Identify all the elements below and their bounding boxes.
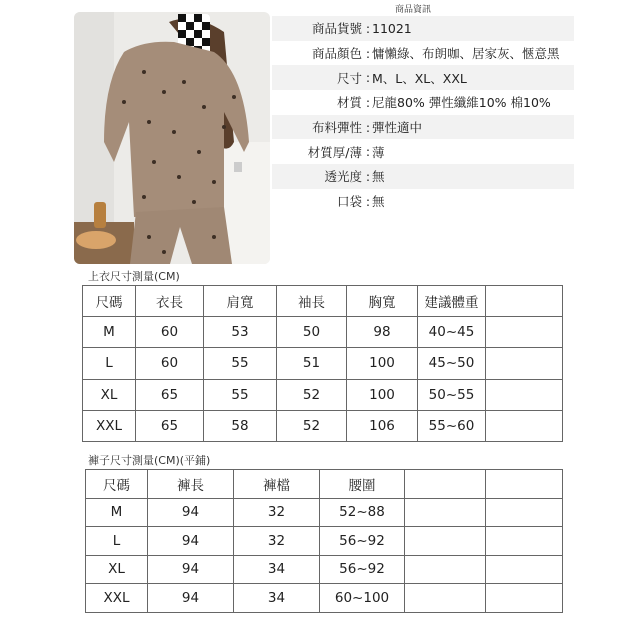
table-cell: XL (83, 379, 136, 410)
info-row-pockets: 口袋 : 無 (272, 189, 574, 214)
info-value: 11021 (372, 20, 412, 36)
table-cell: 56~92 (320, 555, 405, 584)
table-cell: 65 (136, 410, 204, 441)
table-cell: 40~45 (418, 317, 486, 348)
table-row (86, 527, 563, 556)
product-photo (74, 12, 270, 264)
info-label: 商品貨號 (311, 21, 362, 37)
table-header-row (83, 286, 563, 317)
table-cell: 45~50 (418, 348, 486, 379)
info-row-item-no: 商品貨號 : 11021 (272, 16, 574, 41)
info-row-transparency: 透光度 : 無 (272, 164, 574, 189)
info-row-sizes: 尺寸 : M、L、XL、XXL (272, 65, 574, 90)
table-cell (486, 348, 563, 379)
table-cell: L (86, 527, 148, 556)
table-row (83, 410, 563, 441)
table-row (83, 348, 563, 379)
pants-size-table (85, 469, 563, 613)
table-cell: 50 (277, 317, 347, 348)
header-cell: 腰圍 (320, 470, 405, 499)
info-value: 無 (372, 169, 385, 185)
info-label: 商品顏色 (311, 46, 362, 62)
header-cell (486, 286, 563, 317)
table-cell: 53 (204, 317, 277, 348)
table-cell: 34 (234, 555, 320, 584)
table-row (83, 317, 563, 348)
info-label: 尺寸 (336, 70, 362, 86)
table-row (86, 498, 563, 527)
table-cell: 50~55 (418, 379, 486, 410)
table-cell: 56~92 (320, 527, 405, 556)
header-cell: 肩寬 (204, 286, 277, 317)
info-title: 商品資訊 (395, 5, 432, 15)
table-cell: 52 (277, 410, 347, 441)
header-cell: 尺碼 (83, 286, 136, 317)
table-cell (486, 498, 563, 527)
info-row-material: 材質 : 尼龍80% 彈性纖維10% 棉10% (272, 90, 574, 115)
header-cell (486, 470, 563, 499)
table-cell (405, 584, 486, 613)
table-cell: 55 (204, 348, 277, 379)
info-label: 材質 (336, 95, 362, 111)
top-table-caption: 上衣尺寸測量(CM) (88, 270, 180, 283)
table-cell: 65 (136, 379, 204, 410)
table-cell (486, 410, 563, 441)
table-cell: 55 (204, 379, 277, 410)
table-cell: 60 (136, 348, 204, 379)
top-size-table (82, 285, 563, 442)
table-row (86, 555, 563, 584)
table-cell (486, 527, 563, 556)
info-label: 布料彈性 (311, 120, 362, 136)
table-cell (486, 317, 563, 348)
table-cell (486, 379, 563, 410)
table-cell: M (86, 498, 148, 527)
info-value: 彈性適中 (372, 120, 423, 136)
table-cell (486, 584, 563, 613)
header-cell (405, 470, 486, 499)
table-cell (405, 498, 486, 527)
table-cell: 100 (347, 379, 418, 410)
product-info-list (272, 16, 574, 214)
info-label: 口袋 (336, 194, 362, 210)
table-cell: M (83, 317, 136, 348)
info-label: 透光度 (324, 169, 362, 185)
info-value: 慵懶綠、布朗咖、居家灰、愜意黑 (372, 46, 560, 62)
table-cell: 34 (234, 584, 320, 613)
table-cell: XL (86, 555, 148, 584)
table-cell: 52~88 (320, 498, 405, 527)
table-cell: 58 (204, 410, 277, 441)
table-header-row (86, 470, 563, 499)
info-label: 材質厚/薄 (307, 144, 362, 160)
table-cell: 94 (148, 498, 234, 527)
table-cell: 32 (234, 498, 320, 527)
info-row-thickness: 材質厚/薄 : 薄 (272, 139, 574, 164)
header-cell: 衣長 (136, 286, 204, 317)
table-cell: 94 (148, 584, 234, 613)
table-cell: 94 (148, 555, 234, 584)
header-cell: 胸寬 (347, 286, 418, 317)
info-value: 尼龍80% 彈性纖維10% 棉10% (372, 95, 551, 111)
table-cell: 55~60 (418, 410, 486, 441)
header-cell: 褲檔 (234, 470, 320, 499)
table-cell: 98 (347, 317, 418, 348)
table-cell: 32 (234, 527, 320, 556)
pants-table-caption: 褲子尺寸測量(CM)(平鋪) (88, 454, 211, 467)
table-cell: 60~100 (320, 584, 405, 613)
header-cell: 褲長 (148, 470, 234, 499)
table-cell (405, 527, 486, 556)
table-row (86, 584, 563, 613)
header-cell: 袖長 (277, 286, 347, 317)
table-cell (405, 555, 486, 584)
header-cell: 建議體重 (418, 286, 486, 317)
header-cell: 尺碼 (86, 470, 148, 499)
info-value: 無 (372, 194, 385, 210)
table-cell: 52 (277, 379, 347, 410)
info-row-colors: 商品顏色 : 慵懶綠、布朗咖、居家灰、愜意黑 (272, 41, 574, 66)
info-row-elasticity: 布料彈性 : 彈性適中 (272, 115, 574, 140)
table-row (83, 379, 563, 410)
info-value: 薄 (372, 144, 385, 160)
info-value: M、L、XL、XXL (372, 70, 467, 86)
table-cell: 106 (347, 410, 418, 441)
table-cell: 100 (347, 348, 418, 379)
table-cell: 60 (136, 317, 204, 348)
table-cell: 94 (148, 527, 234, 556)
table-cell: L (83, 348, 136, 379)
table-cell (486, 555, 563, 584)
table-cell: XXL (83, 410, 136, 441)
table-cell: 51 (277, 348, 347, 379)
table-cell: XXL (86, 584, 148, 613)
